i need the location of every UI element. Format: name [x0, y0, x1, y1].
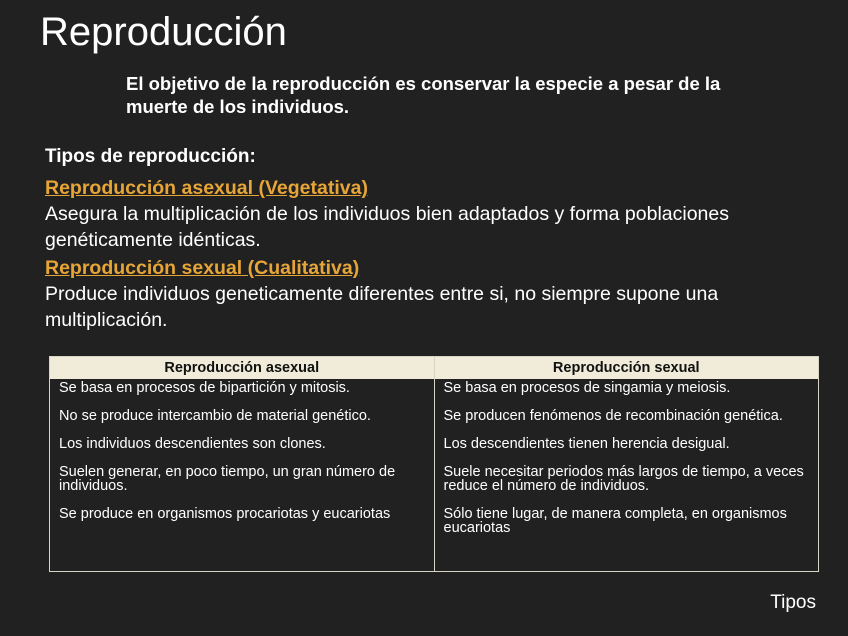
asexual-heading-link[interactable]: Reproducción asexual (Vegetativa): [45, 177, 368, 199]
table-body: [50, 379, 818, 571]
asexual-section: [45, 175, 815, 253]
types-heading: Tipos de reproducción:: [45, 146, 256, 167]
asexual-item: No se produce intercambio de material genético.: [59, 408, 371, 424]
footer-label: Tipos: [770, 592, 816, 613]
asexual-column: [50, 379, 435, 571]
objective-text: El objetivo de la reproducción es conservar la especie a pesar de la muerte de los individuos.: [126, 73, 721, 117]
sexual-item: Suele necesitar periodos más largos de tiempo, a veces reduce el número de individuos.: [443, 464, 804, 494]
asexual-item: Se basa en procesos de bipartición y mitosis.: [59, 380, 350, 396]
asexual-item: Suelen generar, en poco tiempo, un gran número de individuos.: [59, 464, 396, 494]
table-header-asexual: Reproducción asexual: [50, 357, 435, 379]
sexual-section: [45, 255, 815, 333]
sexual-item: Los descendientes tienen herencia desigual.: [443, 436, 730, 452]
sexual-heading-link[interactable]: Reproducción sexual (Cualitativa): [45, 257, 360, 279]
sexual-item: Se basa en procesos de singamia y meiosis.: [443, 380, 731, 396]
sexual-item: Sólo tiene lugar, de manera completa, en organismos eucariotas: [443, 506, 787, 536]
sexual-description: Produce individuos geneticamente diferentes entre si, no siempre supone una multiplicación.: [45, 283, 719, 331]
slide-title: Reproducción: [40, 10, 287, 54]
asexual-item: Los individuos descendientes son clones.: [59, 436, 326, 452]
comparison-table: [49, 356, 819, 572]
sexual-item: Se producen fenómenos de recombinación genética.: [443, 408, 783, 424]
sexual-column: [435, 379, 819, 571]
table-header-row: [50, 357, 818, 379]
asexual-description: Asegura la multiplicación de los individuos bien adaptados y forma poblaciones genéticamente idénticas.: [45, 203, 729, 251]
table-header-sexual: Reproducción sexual: [552, 360, 700, 376]
asexual-item: Se produce en organismos procariotas y eucariotas: [59, 506, 391, 522]
